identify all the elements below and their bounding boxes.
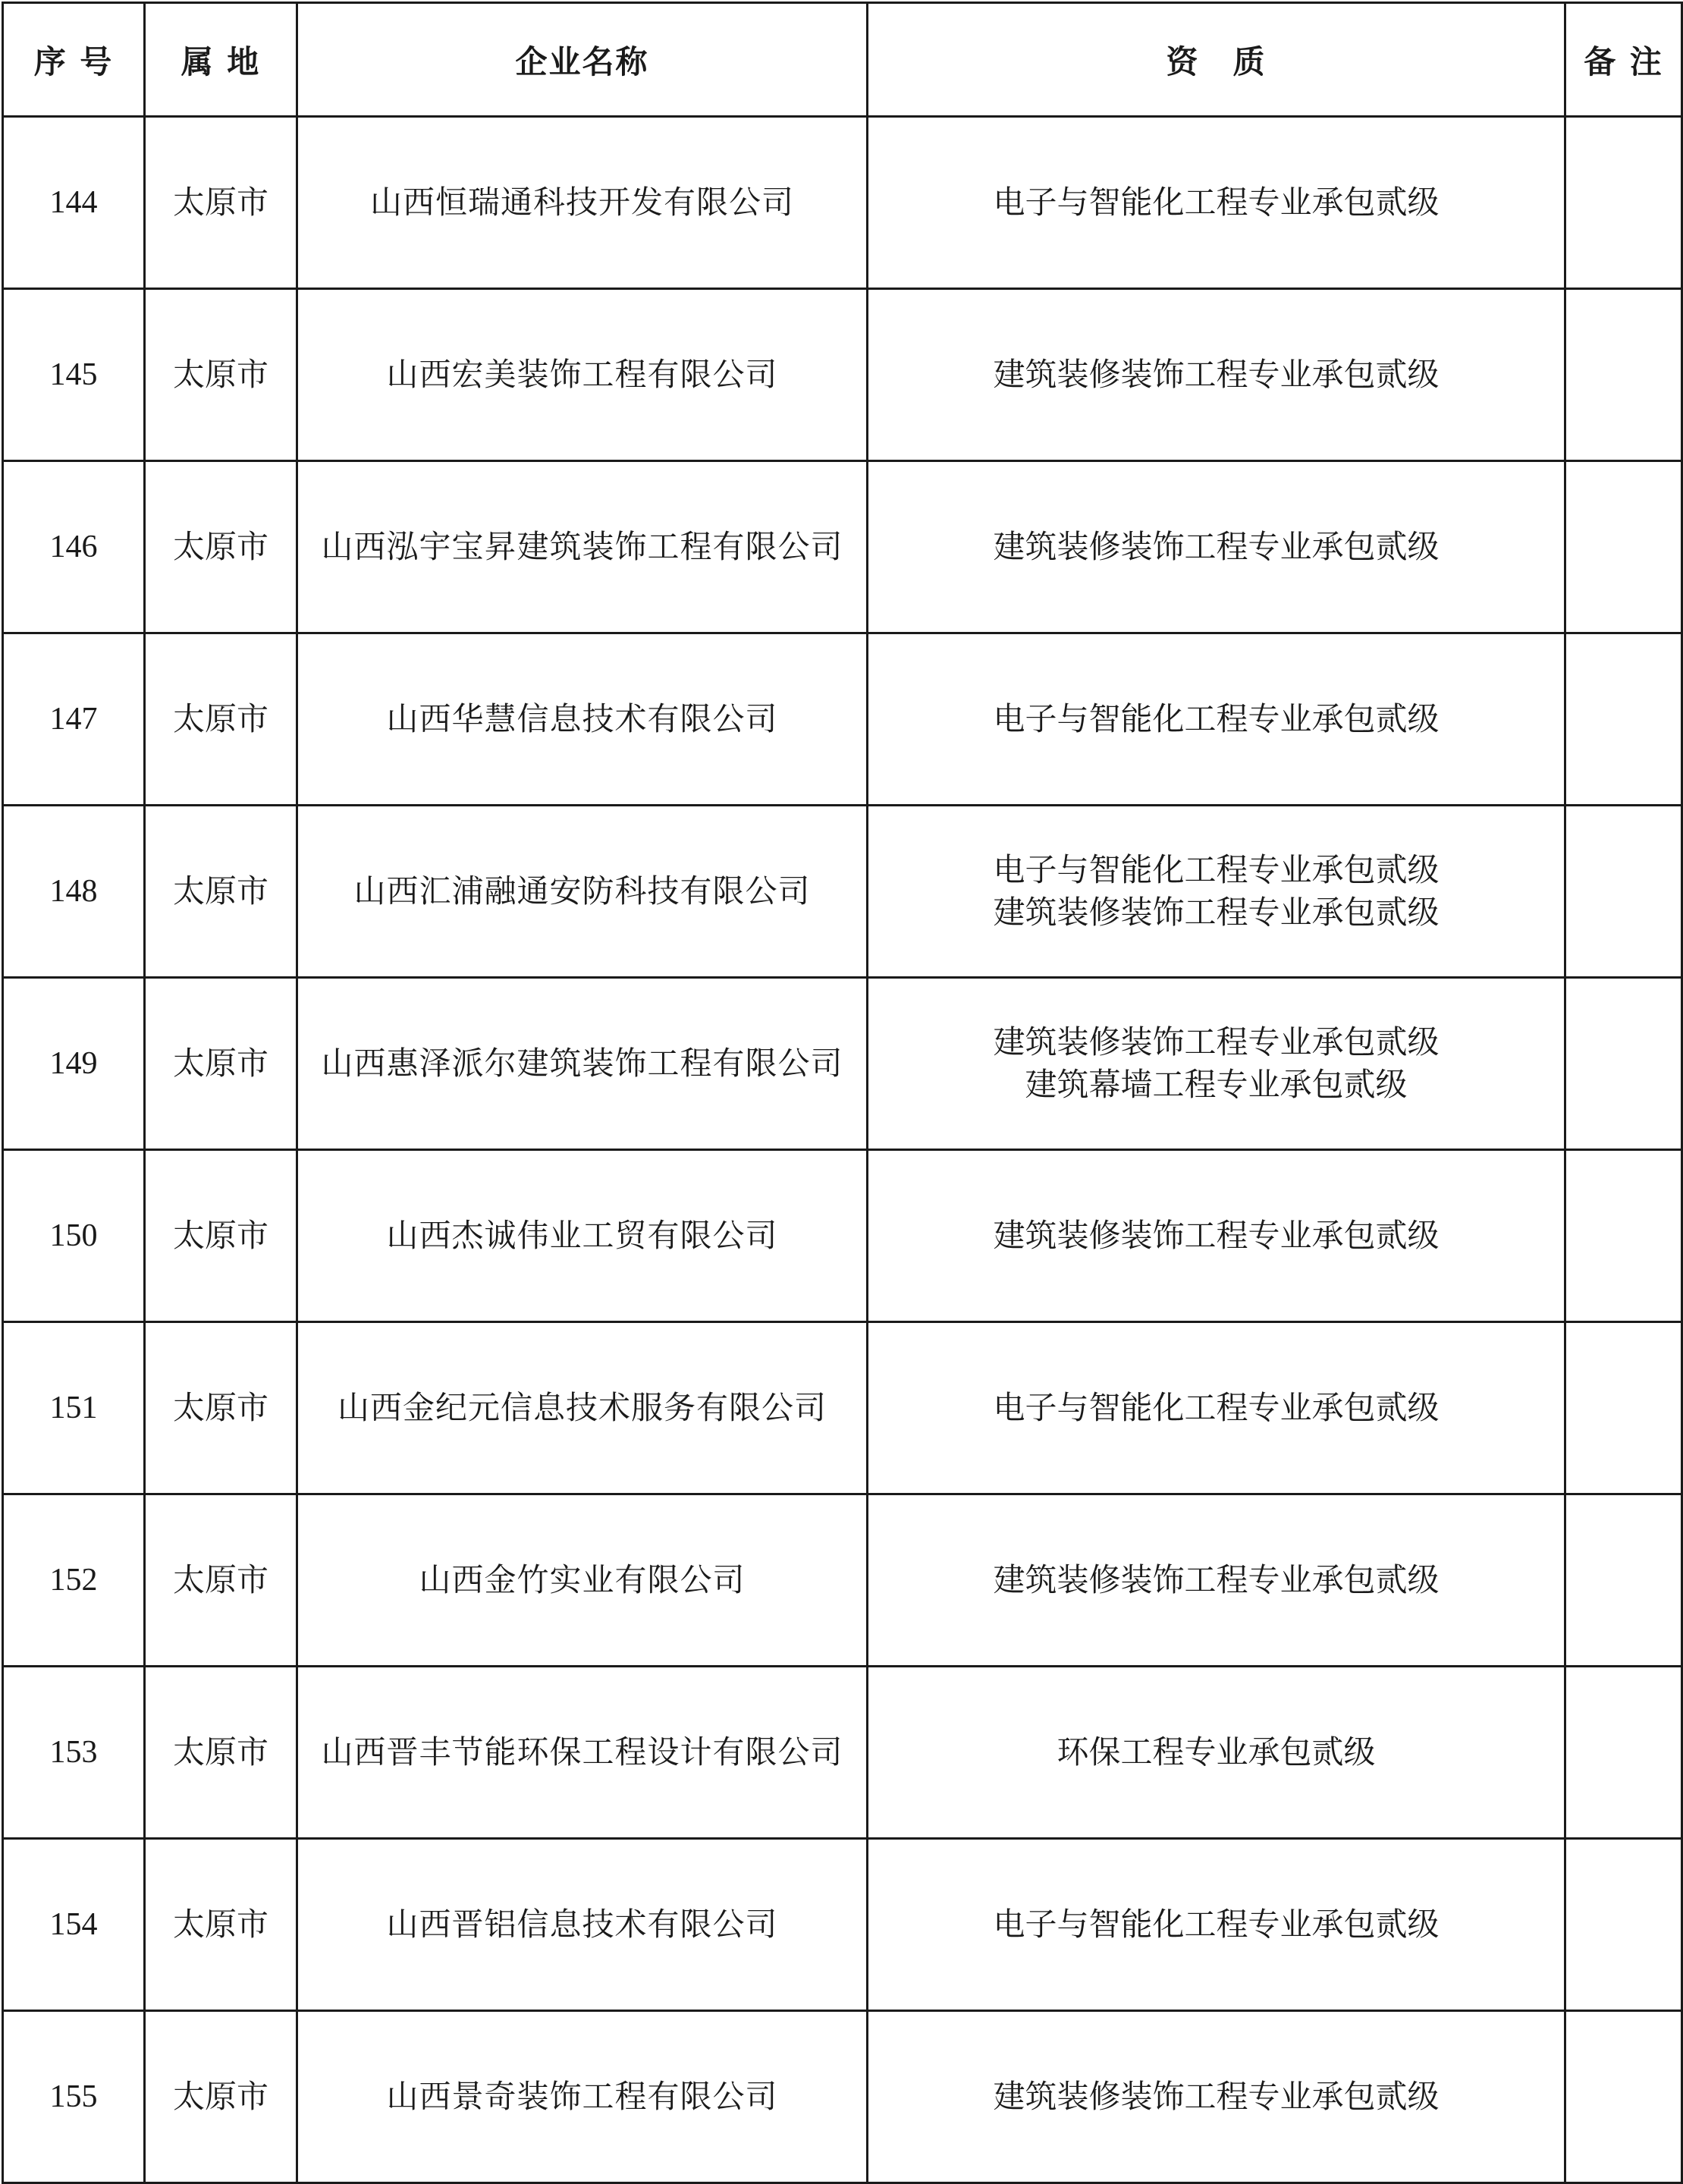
cell-remark [1565,1839,1682,2011]
cell-company: 山西金纪元信息技术服务有限公司 [297,1322,868,1494]
cell-index: 147 [3,633,145,806]
cell-index: 154 [3,1839,145,2011]
table-row [3,1667,1682,1839]
cell-remark [1565,461,1682,633]
cell-remark [1565,978,1682,1150]
header-region: 属 地 [145,3,297,117]
table-row [3,2011,1682,2183]
qualification-line: 电子与智能化工程专业承包贰级 [993,700,1440,737]
cell-region: 太原市 [145,289,297,461]
cell-remark [1565,2011,1682,2183]
qualification-line: 建筑装修装饰工程专业承包贰级 [993,528,1440,565]
cell-index: 153 [3,1667,145,1839]
cell-qualification [868,461,1565,633]
header-remark: 备 注 [1565,3,1682,117]
cell-region: 太原市 [145,2011,297,2183]
cell-qualification [868,289,1565,461]
qualification-line: 建筑装修装饰工程专业承包贰级 [993,1217,1440,1254]
cell-company: 山西恒瑞通科技开发有限公司 [297,117,868,289]
cell-company: 山西金竹实业有限公司 [297,1494,868,1667]
table-row [3,978,1682,1150]
cell-index: 148 [3,806,145,978]
table-row [3,289,1682,461]
cell-remark [1565,633,1682,806]
cell-company: 山西晋丰节能环保工程设计有限公司 [297,1667,868,1839]
cell-company: 山西杰诚伟业工贸有限公司 [297,1150,868,1322]
qualification-line: 电子与智能化工程专业承包贰级 [993,1906,1440,1943]
qualification-line: 建筑装修装饰工程专业承包贰级 [993,356,1440,393]
cell-company: 山西惠泽派尔建筑装饰工程有限公司 [297,978,868,1150]
cell-company: 山西景奇装饰工程有限公司 [297,2011,868,2183]
header-company: 企业名称 [297,3,868,117]
cell-index: 149 [3,978,145,1150]
cell-region: 太原市 [145,1494,297,1667]
cell-remark [1565,117,1682,289]
qualification-line: 建筑装修装饰工程专业承包贰级 [993,1023,1440,1061]
cell-region: 太原市 [145,117,297,289]
cell-qualification [868,806,1565,978]
cell-index: 151 [3,1322,145,1494]
qualification-line: 电子与智能化工程专业承包贰级 [993,184,1440,221]
cell-remark [1565,806,1682,978]
cell-region: 太原市 [145,806,297,978]
table-row [3,461,1682,633]
cell-qualification [868,1150,1565,1322]
cell-index: 144 [3,117,145,289]
header-qualification: 资 质 [868,3,1565,117]
cell-qualification [868,117,1565,289]
cell-remark [1565,1667,1682,1839]
cell-index: 146 [3,461,145,633]
qualification-line: 建筑幕墙工程专业承包贰级 [1025,1066,1408,1103]
cell-remark [1565,1150,1682,1322]
cell-qualification [868,1322,1565,1494]
cell-qualification [868,2011,1565,2183]
cell-index: 152 [3,1494,145,1667]
table-body [3,117,1682,2183]
table-row [3,1494,1682,1667]
qualification-table [2,2,1683,2184]
table-row [3,117,1682,289]
qualification-line: 电子与智能化工程专业承包贰级 [993,851,1440,888]
qualification-line: 环保工程专业承包贰级 [1057,1733,1376,1771]
cell-company: 山西华慧信息技术有限公司 [297,633,868,806]
table-row [3,1839,1682,2011]
cell-region: 太原市 [145,633,297,806]
cell-remark [1565,1494,1682,1667]
cell-region: 太原市 [145,1667,297,1839]
cell-region: 太原市 [145,1839,297,2011]
cell-remark [1565,1322,1682,1494]
cell-company: 山西晋铝信息技术有限公司 [297,1839,868,2011]
cell-qualification [868,633,1565,806]
cell-region: 太原市 [145,461,297,633]
header-index: 序 号 [3,3,145,117]
table-row [3,1322,1682,1494]
cell-index: 150 [3,1150,145,1322]
cell-index: 155 [3,2011,145,2183]
cell-index: 145 [3,289,145,461]
table-row [3,806,1682,978]
qualification-line: 电子与智能化工程专业承包贰级 [993,1389,1440,1426]
cell-remark [1565,289,1682,461]
cell-qualification [868,1667,1565,1839]
table-row [3,633,1682,806]
cell-company: 山西宏美装饰工程有限公司 [297,289,868,461]
qualification-line: 建筑装修装饰工程专业承包贰级 [993,894,1440,931]
table-row [3,1150,1682,1322]
cell-region: 太原市 [145,978,297,1150]
cell-company: 山西汇浦融通安防科技有限公司 [297,806,868,978]
qualification-line: 建筑装修装饰工程专业承包贰级 [993,2078,1440,2115]
cell-qualification [868,1494,1565,1667]
cell-region: 太原市 [145,1150,297,1322]
table-header-row [3,3,1682,117]
cell-company: 山西泓宇宝昇建筑装饰工程有限公司 [297,461,868,633]
cell-qualification [868,978,1565,1150]
cell-region: 太原市 [145,1322,297,1494]
qualification-line: 建筑装修装饰工程专业承包贰级 [993,1561,1440,1598]
cell-qualification [868,1839,1565,2011]
